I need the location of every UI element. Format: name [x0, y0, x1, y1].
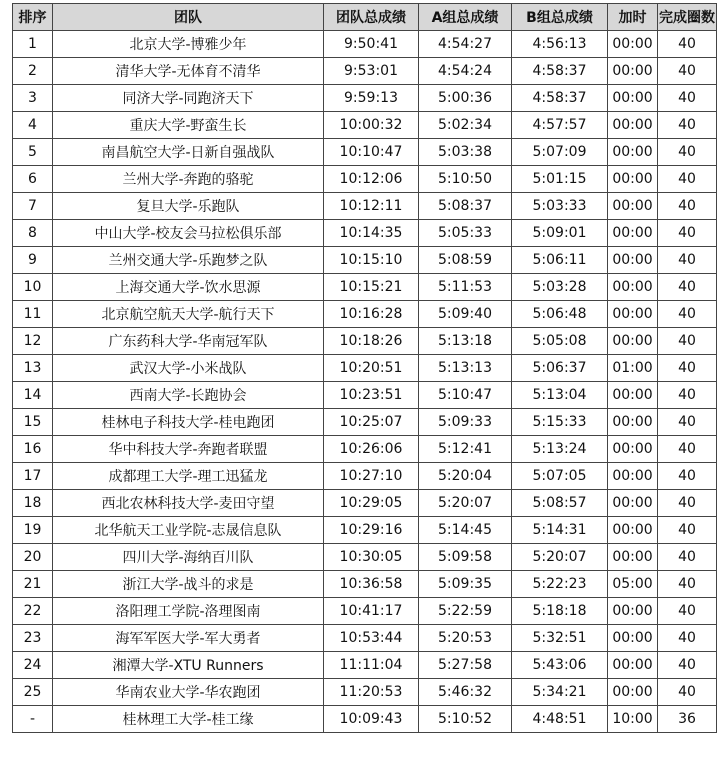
rank-cell: - — [13, 706, 53, 733]
total-time-cell: 10:20:51 — [324, 355, 419, 382]
a-time-cell: 5:05:33 — [419, 220, 512, 247]
table-row — [13, 355, 717, 382]
a-time-cell: 5:03:38 — [419, 139, 512, 166]
total-time-cell: 10:25:07 — [324, 409, 419, 436]
table-row — [13, 85, 717, 112]
b-time-cell: 5:13:24 — [512, 436, 608, 463]
bonus-cell: 00:00 — [608, 247, 658, 274]
bonus-cell: 00:00 — [608, 544, 658, 571]
team-cell: 浙江大学-战斗的求是 — [53, 571, 324, 598]
total-time-cell: 10:10:47 — [324, 139, 419, 166]
rank-cell: 22 — [13, 598, 53, 625]
header-b-time: B组总成绩 — [512, 4, 608, 31]
total-time-cell: 10:09:43 — [324, 706, 419, 733]
total-time-cell: 10:36:58 — [324, 571, 419, 598]
table-row — [13, 571, 717, 598]
b-time-cell: 5:05:08 — [512, 328, 608, 355]
bonus-cell: 00:00 — [608, 112, 658, 139]
team-cell: 兰州交通大学-乐跑梦之队 — [53, 247, 324, 274]
header-rank: 排序 — [13, 4, 53, 31]
bonus-cell: 00:00 — [608, 463, 658, 490]
a-time-cell: 5:27:58 — [419, 652, 512, 679]
b-time-cell: 5:43:06 — [512, 652, 608, 679]
rank-cell: 1 — [13, 31, 53, 58]
results-table — [12, 3, 717, 733]
a-time-cell: 5:09:58 — [419, 544, 512, 571]
a-time-cell: 5:00:36 — [419, 85, 512, 112]
bonus-cell: 00:00 — [608, 193, 658, 220]
a-time-cell: 5:10:50 — [419, 166, 512, 193]
rank-cell: 16 — [13, 436, 53, 463]
table-row — [13, 436, 717, 463]
laps-cell: 40 — [658, 409, 717, 436]
team-cell: 北京航空航天大学-航行天下 — [53, 301, 324, 328]
b-time-cell: 5:06:11 — [512, 247, 608, 274]
b-time-cell: 5:20:07 — [512, 544, 608, 571]
total-time-cell: 9:50:41 — [324, 31, 419, 58]
bonus-cell: 05:00 — [608, 571, 658, 598]
bonus-cell: 00:00 — [608, 31, 658, 58]
laps-cell: 40 — [658, 220, 717, 247]
total-time-cell: 10:27:10 — [324, 463, 419, 490]
b-time-cell: 5:22:23 — [512, 571, 608, 598]
table-row — [13, 274, 717, 301]
bonus-cell: 00:00 — [608, 220, 658, 247]
rank-cell: 8 — [13, 220, 53, 247]
bonus-cell: 00:00 — [608, 598, 658, 625]
laps-cell: 40 — [658, 31, 717, 58]
rank-cell: 24 — [13, 652, 53, 679]
table-row — [13, 679, 717, 706]
header-a-time: A组总成绩 — [419, 4, 512, 31]
rank-cell: 2 — [13, 58, 53, 85]
laps-cell: 40 — [658, 247, 717, 274]
laps-cell: 40 — [658, 274, 717, 301]
table-row — [13, 58, 717, 85]
rank-cell: 5 — [13, 139, 53, 166]
total-time-cell: 10:15:10 — [324, 247, 419, 274]
header-total-time: 团队总成绩 — [324, 4, 419, 31]
table-body — [13, 31, 717, 733]
bonus-cell: 00:00 — [608, 625, 658, 652]
bonus-cell: 00:00 — [608, 436, 658, 463]
rank-cell: 21 — [13, 571, 53, 598]
b-time-cell: 4:58:37 — [512, 85, 608, 112]
team-cell: 南昌航空大学-日新自强战队 — [53, 139, 324, 166]
team-cell: 北京大学-博雅少年 — [53, 31, 324, 58]
laps-cell: 40 — [658, 355, 717, 382]
header-team: 团队 — [53, 4, 324, 31]
bonus-cell: 00:00 — [608, 166, 658, 193]
bonus-cell: 00:00 — [608, 274, 658, 301]
laps-cell: 40 — [658, 625, 717, 652]
bonus-cell: 00:00 — [608, 490, 658, 517]
results-table-container — [12, 3, 716, 733]
bonus-cell: 10:00 — [608, 706, 658, 733]
laps-cell: 40 — [658, 463, 717, 490]
rank-cell: 12 — [13, 328, 53, 355]
laps-cell: 40 — [658, 139, 717, 166]
rank-cell: 19 — [13, 517, 53, 544]
laps-cell: 40 — [658, 598, 717, 625]
rank-cell: 14 — [13, 382, 53, 409]
table-row — [13, 301, 717, 328]
rank-cell: 10 — [13, 274, 53, 301]
table-row — [13, 193, 717, 220]
b-time-cell: 5:14:31 — [512, 517, 608, 544]
bonus-cell: 00:00 — [608, 679, 658, 706]
a-time-cell: 5:20:07 — [419, 490, 512, 517]
team-cell: 海军军医大学-军大勇者 — [53, 625, 324, 652]
bonus-cell: 00:00 — [608, 85, 658, 112]
rank-cell: 11 — [13, 301, 53, 328]
total-time-cell: 11:11:04 — [324, 652, 419, 679]
table-row — [13, 706, 717, 733]
a-time-cell: 5:08:59 — [419, 247, 512, 274]
team-cell: 北华航天工业学院-志晟信息队 — [53, 517, 324, 544]
header-laps: 完成圈数 — [658, 4, 717, 31]
a-time-cell: 5:14:45 — [419, 517, 512, 544]
team-cell: 上海交通大学-饮水思源 — [53, 274, 324, 301]
total-time-cell: 10:12:11 — [324, 193, 419, 220]
a-time-cell: 5:09:33 — [419, 409, 512, 436]
total-time-cell: 10:00:32 — [324, 112, 419, 139]
laps-cell: 40 — [658, 58, 717, 85]
total-time-cell: 10:23:51 — [324, 382, 419, 409]
total-time-cell: 11:20:53 — [324, 679, 419, 706]
a-time-cell: 5:13:13 — [419, 355, 512, 382]
a-time-cell: 5:10:47 — [419, 382, 512, 409]
laps-cell: 40 — [658, 490, 717, 517]
table-row — [13, 517, 717, 544]
table-row — [13, 328, 717, 355]
team-cell: 华南农业大学-华农跑团 — [53, 679, 324, 706]
bonus-cell: 00:00 — [608, 58, 658, 85]
b-time-cell: 5:08:57 — [512, 490, 608, 517]
team-cell: 西北农林科技大学-麦田守望 — [53, 490, 324, 517]
bonus-cell: 00:00 — [608, 517, 658, 544]
b-time-cell: 4:56:13 — [512, 31, 608, 58]
laps-cell: 40 — [658, 679, 717, 706]
rank-cell: 23 — [13, 625, 53, 652]
team-cell: 西南大学-长跑协会 — [53, 382, 324, 409]
table-row — [13, 490, 717, 517]
rank-cell: 7 — [13, 193, 53, 220]
laps-cell: 40 — [658, 112, 717, 139]
a-time-cell: 5:10:52 — [419, 706, 512, 733]
total-time-cell: 10:15:21 — [324, 274, 419, 301]
b-time-cell: 5:01:15 — [512, 166, 608, 193]
laps-cell: 40 — [658, 193, 717, 220]
a-time-cell: 5:11:53 — [419, 274, 512, 301]
team-cell: 桂林理工大学-桂工缘 — [53, 706, 324, 733]
a-time-cell: 5:02:34 — [419, 112, 512, 139]
table-row — [13, 598, 717, 625]
laps-cell: 40 — [658, 301, 717, 328]
b-time-cell: 5:15:33 — [512, 409, 608, 436]
table-row — [13, 409, 717, 436]
total-time-cell: 10:16:28 — [324, 301, 419, 328]
total-time-cell: 9:53:01 — [324, 58, 419, 85]
b-time-cell: 5:07:05 — [512, 463, 608, 490]
b-time-cell: 5:32:51 — [512, 625, 608, 652]
laps-cell: 40 — [658, 652, 717, 679]
laps-cell: 40 — [658, 85, 717, 112]
a-time-cell: 5:46:32 — [419, 679, 512, 706]
a-time-cell: 5:13:18 — [419, 328, 512, 355]
team-cell: 桂林电子科技大学-桂电跑团 — [53, 409, 324, 436]
bonus-cell: 00:00 — [608, 328, 658, 355]
total-time-cell: 10:29:05 — [324, 490, 419, 517]
table-row — [13, 544, 717, 571]
table-row — [13, 652, 717, 679]
team-cell: 兰州大学-奔跑的骆驼 — [53, 166, 324, 193]
header-row — [13, 4, 717, 31]
b-time-cell: 4:58:37 — [512, 58, 608, 85]
table-row — [13, 220, 717, 247]
total-time-cell: 10:12:06 — [324, 166, 419, 193]
rank-cell: 4 — [13, 112, 53, 139]
table-row — [13, 625, 717, 652]
b-time-cell: 5:06:37 — [512, 355, 608, 382]
rank-cell: 13 — [13, 355, 53, 382]
laps-cell: 40 — [658, 328, 717, 355]
a-time-cell: 5:09:40 — [419, 301, 512, 328]
rank-cell: 25 — [13, 679, 53, 706]
a-time-cell: 5:20:04 — [419, 463, 512, 490]
team-cell: 华中科技大学-奔跑者联盟 — [53, 436, 324, 463]
a-time-cell: 5:09:35 — [419, 571, 512, 598]
rank-cell: 3 — [13, 85, 53, 112]
total-time-cell: 10:41:17 — [324, 598, 419, 625]
b-time-cell: 5:03:28 — [512, 274, 608, 301]
team-cell: 复旦大学-乐跑队 — [53, 193, 324, 220]
team-cell: 洛阳理工学院-洛理图南 — [53, 598, 324, 625]
a-time-cell: 5:08:37 — [419, 193, 512, 220]
a-time-cell: 5:12:41 — [419, 436, 512, 463]
bonus-cell: 00:00 — [608, 382, 658, 409]
team-cell: 湘潭大学-XTU Runners — [53, 652, 324, 679]
team-cell: 广东药科大学-华南冠军队 — [53, 328, 324, 355]
b-time-cell: 5:09:01 — [512, 220, 608, 247]
b-time-cell: 5:07:09 — [512, 139, 608, 166]
bonus-cell: 00:00 — [608, 409, 658, 436]
rank-cell: 18 — [13, 490, 53, 517]
team-cell: 重庆大学-野蛮生长 — [53, 112, 324, 139]
table-row — [13, 166, 717, 193]
team-cell: 四川大学-海纳百川队 — [53, 544, 324, 571]
laps-cell: 40 — [658, 544, 717, 571]
total-time-cell: 9:59:13 — [324, 85, 419, 112]
laps-cell: 40 — [658, 382, 717, 409]
a-time-cell: 4:54:27 — [419, 31, 512, 58]
bonus-cell: 00:00 — [608, 139, 658, 166]
a-time-cell: 4:54:24 — [419, 58, 512, 85]
table-row — [13, 112, 717, 139]
table-row — [13, 31, 717, 58]
rank-cell: 15 — [13, 409, 53, 436]
rank-cell: 9 — [13, 247, 53, 274]
laps-cell: 40 — [658, 166, 717, 193]
team-cell: 中山大学-校友会马拉松俱乐部 — [53, 220, 324, 247]
rank-cell: 17 — [13, 463, 53, 490]
b-time-cell: 4:57:57 — [512, 112, 608, 139]
laps-cell: 40 — [658, 436, 717, 463]
team-cell: 成都理工大学-理工迅猛龙 — [53, 463, 324, 490]
bonus-cell: 00:00 — [608, 301, 658, 328]
laps-cell: 40 — [658, 517, 717, 544]
rank-cell: 6 — [13, 166, 53, 193]
team-cell: 清华大学-无体育不清华 — [53, 58, 324, 85]
table-header — [13, 4, 717, 31]
total-time-cell: 10:26:06 — [324, 436, 419, 463]
total-time-cell: 10:14:35 — [324, 220, 419, 247]
b-time-cell: 5:13:04 — [512, 382, 608, 409]
table-row — [13, 463, 717, 490]
b-time-cell: 5:06:48 — [512, 301, 608, 328]
header-bonus: 加时 — [608, 4, 658, 31]
bonus-cell: 01:00 — [608, 355, 658, 382]
total-time-cell: 10:18:26 — [324, 328, 419, 355]
table-row — [13, 139, 717, 166]
b-time-cell: 4:48:51 — [512, 706, 608, 733]
b-time-cell: 5:03:33 — [512, 193, 608, 220]
bonus-cell: 00:00 — [608, 652, 658, 679]
b-time-cell: 5:34:21 — [512, 679, 608, 706]
laps-cell: 40 — [658, 571, 717, 598]
team-cell: 武汉大学-小米战队 — [53, 355, 324, 382]
laps-cell: 36 — [658, 706, 717, 733]
table-row — [13, 247, 717, 274]
total-time-cell: 10:29:16 — [324, 517, 419, 544]
total-time-cell: 10:30:05 — [324, 544, 419, 571]
total-time-cell: 10:53:44 — [324, 625, 419, 652]
a-time-cell: 5:20:53 — [419, 625, 512, 652]
b-time-cell: 5:18:18 — [512, 598, 608, 625]
table-row — [13, 382, 717, 409]
rank-cell: 20 — [13, 544, 53, 571]
team-cell: 同济大学-同跑济天下 — [53, 85, 324, 112]
a-time-cell: 5:22:59 — [419, 598, 512, 625]
